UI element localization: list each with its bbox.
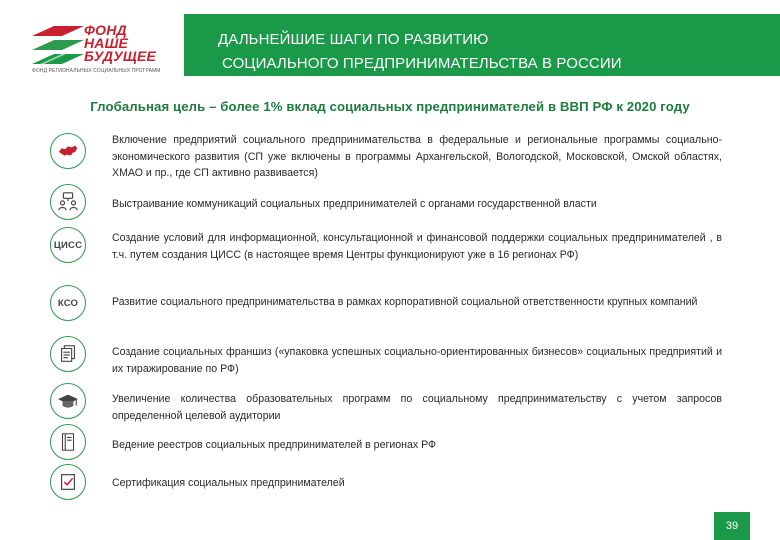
icon-label: КСО [57, 297, 79, 309]
list-item-text: Увеличение количества образовательных программ по социальному предпринимательству с учетом запросов определенной целевой аудитории [112, 393, 722, 422]
list-item-text: Развитие социального предпринимательства в рамках корпоративной социальной ответственности крупных компаний [112, 296, 698, 308]
people-communication-icon [50, 184, 86, 220]
graduation-cap-icon [50, 383, 86, 419]
logo-tagline: ФОНД РЕГИОНАЛЬНЫХ СОЦИАЛЬНЫХ ПРОГРАММ [32, 68, 161, 74]
certificate-check-icon [50, 464, 86, 500]
title-line-2: СОЦИАЛЬНОГО ПРЕДПРИНИМАТЕЛЬСТВА В РОССИИ [222, 55, 622, 72]
title-line-1: ДАЛЬНЕЙШИЕ ШАГИ ПО РАЗВИТИЮ [218, 31, 489, 48]
global-goal-subtitle: Глобальная цель – более 1% вклад социальных предпринимателей в ВВП РФ к 2020 году [90, 99, 690, 114]
list-item-text: Создание социальных франшиз («упаковка успешных социально-ориентированных бизнесов» социальных предприятий и их тиражирование по РФ) [112, 346, 722, 375]
russia-map-icon [50, 133, 86, 169]
icon-label: ЦИСС [53, 239, 83, 251]
logo-name-line1: ФОНД [84, 22, 127, 38]
list-item-text: Создание условий для информационной, консультационной и финансовой поддержки социальных предпринимателей , в т.ч. путем создания ЦИСС (в настоящее время Центры функционируют уже в 16 регионах РФ) [112, 232, 722, 261]
list-item-text: Сертификация социальных предпринимателей [112, 477, 345, 489]
cisc-label-icon [50, 227, 86, 263]
list-item-text: Ведение реестров социальных предпринимателей в регионах РФ [112, 439, 437, 451]
logo-name-line2: НАШЕ [84, 35, 129, 51]
list-item-text: Включение предприятий социального предпринимательства в федеральные и региональные программы социально- экономического развития (СП уже включены в программы Архангельской, Вологодской, Московской, Омской областях, ХМАО и пр., где СП активно развивается) [112, 134, 722, 179]
list-item-text: Выстраивание коммуникаций социальных предпринимателей с органами государственной власти [112, 198, 597, 210]
kso-label-icon [50, 285, 86, 321]
documents-stack-icon [50, 336, 86, 372]
registry-book-icon [50, 424, 86, 460]
page-number: 39 [714, 512, 750, 540]
logo-name-line3: БУДУЩЕЕ [84, 48, 157, 64]
